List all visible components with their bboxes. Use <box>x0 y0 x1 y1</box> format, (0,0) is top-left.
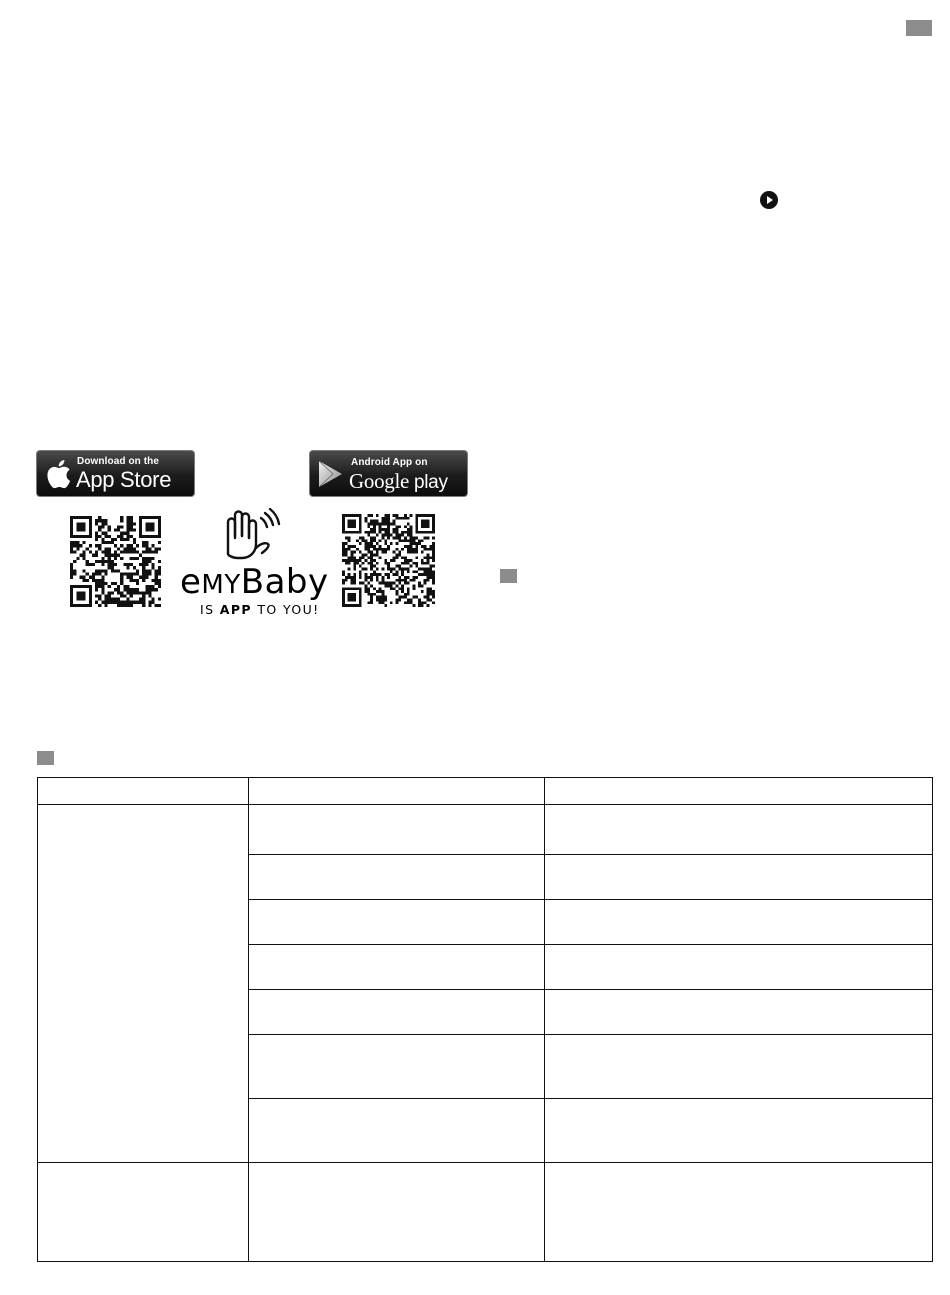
waving-hand-icon <box>218 508 282 564</box>
table-cell <box>249 1035 545 1099</box>
apple-icon <box>45 459 71 489</box>
table-cell <box>545 855 933 900</box>
spec-table <box>37 777 933 1262</box>
logo-tag-suffix: TO YOU! <box>252 602 320 617</box>
table-cell <box>249 990 545 1035</box>
logo-word-baby: Baby <box>240 562 329 602</box>
table-row <box>38 805 933 855</box>
table-cell <box>249 855 545 900</box>
table-cell <box>249 1163 545 1262</box>
google-play-word: play <box>413 472 448 493</box>
table-group-cell <box>38 805 249 1163</box>
google-play-line2 <box>349 469 448 494</box>
section-marker-right <box>500 569 517 583</box>
logo-wordmark <box>180 562 329 602</box>
table-cell <box>545 945 933 990</box>
table-cell <box>545 900 933 945</box>
logo-tagline <box>200 602 320 617</box>
table-cell <box>545 1163 933 1262</box>
table-cell <box>545 805 933 855</box>
table-cell <box>545 1099 933 1163</box>
table-cell <box>249 1099 545 1163</box>
play-circle-icon <box>760 191 778 209</box>
app-store-badge[interactable] <box>36 450 195 497</box>
app-store-line2: App Store <box>76 467 172 492</box>
google-play-badge[interactable] <box>309 450 468 497</box>
google-play-brand: Google <box>349 469 410 493</box>
table-row <box>38 1163 933 1262</box>
logo-word-my: MY <box>201 570 241 600</box>
qr-code-ios <box>70 516 161 607</box>
emybaby-logo <box>178 508 328 618</box>
logo-word-e: e <box>180 562 202 602</box>
table-header-cell <box>38 778 249 805</box>
table-header-row <box>38 778 933 805</box>
table-header-cell <box>545 778 933 805</box>
table-cell <box>545 1035 933 1099</box>
table-cell <box>249 945 545 990</box>
play-triangle-icon <box>316 459 344 489</box>
table-cell <box>249 805 545 855</box>
section-marker-table <box>37 751 54 765</box>
table-group-cell <box>38 1163 249 1262</box>
logo-tag-bold: APP <box>219 602 252 617</box>
qr-code-android <box>342 514 435 607</box>
app-store-line1: Download on the <box>77 456 160 467</box>
logo-tag-prefix: IS <box>200 602 220 617</box>
google-play-line1: Android App on <box>351 457 428 468</box>
table-header-cell <box>249 778 545 805</box>
table-cell <box>249 900 545 945</box>
page-corner-marker <box>906 20 932 36</box>
table-cell <box>545 990 933 1035</box>
